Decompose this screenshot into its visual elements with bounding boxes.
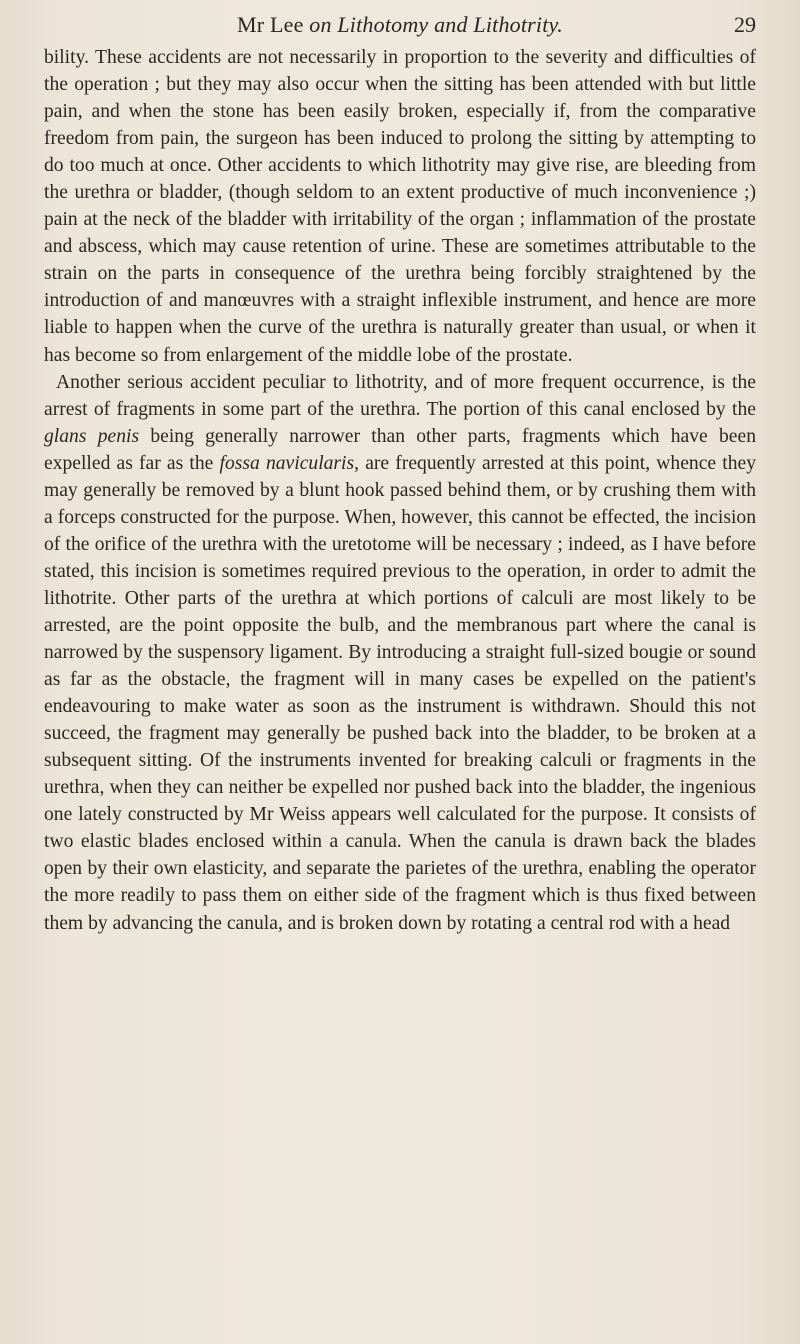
page-number: 29: [734, 12, 756, 37]
body-text: [44, 44, 756, 937]
running-head-title: Mr Lee on Lithotomy and Lithotrity.: [236, 12, 564, 37]
running-head: [44, 10, 756, 44]
paragraph-urethral-fragments: Another serious accident peculiar to lithotrity, and of more frequent occurrence, is the arrest of fragments in some part of the urethra. The portion of this canal enclosed by the glans penis being generally narrower than other parts, fragments which have been expelled as far as the fossa navicularis, are frequently arrested at this point, whence they may generally be removed by a blunt hook passed behind them, or by crushing them with a forceps constructed for the purpose. When, however, this cannot be effected, the incision of the orifice of the urethra with the uretotome will be necessary ; indeed, as I have before stated, this incision is sometimes required previous to the operation, in order to admit the lithotrite. Other parts of the urethra at which portions of calculi are most likely to be arrested, are the point opposite the bulb, and the membranous part where the canal is narrowed by the suspensory ligament. By introducing a straight full-sized bougie or sound as far as the obstacle, the fragment will in many cases be expelled on the patient's endeavouring to make water as soon as the instrument is withdrawn. Should this not succeed, the fragment may generally be pushed back into the bladder, to be broken at a subsequent sitting. Of the instruments invented for breaking calculi or fragments in the urethra, when they can neither be expelled nor pushed back into the bladder, the ingenious one lately constructed by Mr Weiss appears well calculated for the purpose. It consists of two elastic blades enclosed within a canula. When the canula is drawn back the blades open by their own elasticity, and separate the parietes of the urethra, enabling the operator the more readily to pass them on either side of the fragment which is thus fixed between them by advancing the canula, and is broken down by rotating a central rod with a head: [44, 371, 756, 934]
paragraph-continuation: bility. These accidents are not necessarily in proportion to the severity and difficulties of the operation ; but they may also occur when the sitting has been attended with but little pain, and when the stone has been easily broken, especially if, from the comparative freedom from pain, the surgeon has been induced to prolong the sitting by attempting to do too much at once. Other accidents to which lithotrity may give rise, are bleeding from the urethra or bladder, (though seldom to an extent productive of much inconvenience ;) pain at the neck of the bladder with irritability of the organ ; inflammation of the prostate and abscess, which may cause retention of urine. These are sometimes attributable to the strain on the parts in consequence of the urethra being forcibly straightened by the introduction of and manœuvres with a straight inflexible instrument, and hence are more liable to happen when the curve of the urethra is naturally greater than usual, or when it has become so from enlargement of the middle lobe of the prostate.: [44, 47, 756, 366]
